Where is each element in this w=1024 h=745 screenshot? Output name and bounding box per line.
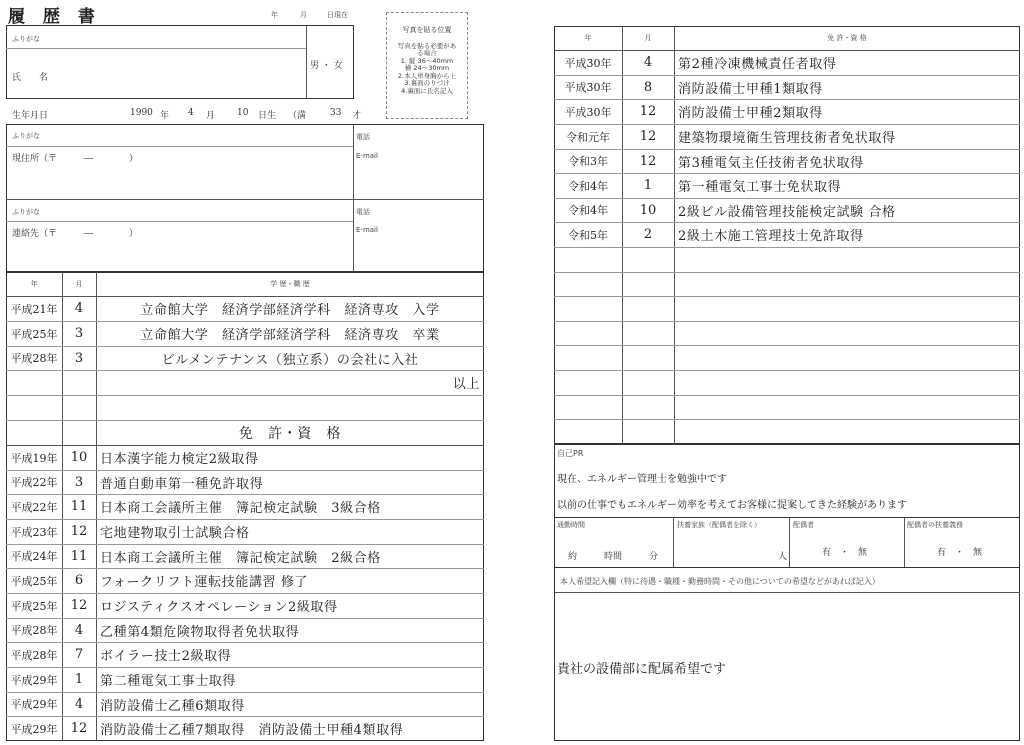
photo-line: 3.裏面のりづけ bbox=[404, 79, 450, 87]
license-month: 12 bbox=[70, 721, 88, 736]
license-year: 平成25年 bbox=[10, 599, 58, 613]
photo-line: 2.本人単身胸から上 bbox=[397, 71, 457, 80]
name-furigana-label: ふりがな bbox=[12, 35, 40, 43]
history-month: 3 bbox=[74, 350, 84, 366]
right-license-month: 12 bbox=[639, 129, 657, 144]
right-license-month: 2 bbox=[643, 227, 653, 242]
license-year: 平成28年 bbox=[10, 648, 58, 662]
address-furigana-label: ふりがな bbox=[12, 132, 40, 140]
gender-select[interactable]: 男 ・ 女 bbox=[310, 61, 343, 71]
license-month: 12 bbox=[70, 524, 88, 539]
right-col-year: 年 bbox=[584, 34, 592, 42]
wish-section bbox=[554, 567, 1020, 741]
history-col-title: 学 歴・職 歴 bbox=[270, 280, 310, 288]
history-month: 4 bbox=[74, 301, 84, 316]
self-pr-label: 自己PR bbox=[557, 449, 584, 458]
right-license-month: 4 bbox=[643, 55, 653, 70]
birthdate-label: 生年月日 bbox=[12, 111, 49, 121]
birth-year[interactable]: 1990 bbox=[130, 108, 153, 118]
history-col-year: 年 bbox=[30, 280, 38, 288]
license-year: 平成24年 bbox=[10, 550, 58, 563]
license-text: ロジスティクスオペレーション2級取得 bbox=[100, 600, 338, 615]
date-as-of-label: 日現在 bbox=[327, 11, 348, 19]
photo-title: 写真を貼る位置 bbox=[402, 26, 452, 34]
history-text: 立命館大学 経済学部経済学科 経済専攻 卒業 bbox=[140, 328, 440, 343]
license-year: 平成19年 bbox=[10, 451, 58, 465]
right-license-text: 消防設備士甲種1類取得 bbox=[678, 81, 823, 97]
photo-placement-box[interactable] bbox=[386, 12, 468, 119]
license-text: 宅地建物取引士試験合格 bbox=[100, 526, 250, 541]
history-text: 立命館大学 経済学部経済学科 経済専攻 入学 bbox=[140, 303, 440, 318]
self-pr-line-1: 現在、エネルギー管理士を勉強中です bbox=[557, 474, 727, 485]
history-year: 平成25年 bbox=[10, 327, 58, 341]
license-text: 第二種電気工事士取得 bbox=[100, 674, 237, 689]
history-year: 平成21年 bbox=[10, 302, 58, 316]
photo-line: 4.裏面に氏名記入 bbox=[401, 86, 453, 95]
right-license-text: 第3種電気主任技術者免状取得 bbox=[678, 155, 864, 171]
birth-month-unit: 月 bbox=[206, 111, 216, 121]
license-month: 7 bbox=[74, 647, 84, 662]
license-month: 11 bbox=[70, 548, 88, 564]
right-license-text: 2級土木施工管理技士免許取得 bbox=[678, 229, 864, 244]
age-value[interactable]: 33 bbox=[330, 108, 342, 118]
history-month: 3 bbox=[74, 326, 84, 341]
contact-phone-label: 電話 bbox=[356, 208, 370, 216]
license-month: 4 bbox=[74, 696, 84, 712]
licenses-title: 免 許・資 格 bbox=[238, 425, 342, 442]
license-month: 6 bbox=[74, 573, 84, 588]
history-text: ビルメンテナンス（独立系）の会社に入社 bbox=[161, 352, 419, 368]
spouse-value[interactable]: 有 ・ 無 bbox=[822, 548, 868, 558]
name-label: 氏 名 bbox=[12, 73, 49, 83]
right-col-month: 月 bbox=[644, 34, 652, 42]
license-month: 1 bbox=[74, 672, 84, 687]
spouse-label: 配偶者 bbox=[793, 521, 814, 529]
license-year: 平成29年 bbox=[10, 722, 58, 736]
right-license-text: 第一種電気工事士免状取得 bbox=[678, 180, 842, 195]
birth-day[interactable]: 10 bbox=[237, 108, 249, 118]
license-text: 消防設備士乙種7類取得 消防設備士甲種4類取得 bbox=[100, 723, 404, 738]
right-license-text: 消防設備士甲種2類取得 bbox=[678, 106, 823, 121]
right-license-month: 8 bbox=[643, 79, 653, 95]
license-month: 12 bbox=[70, 598, 88, 613]
birth-month[interactable]: 4 bbox=[188, 108, 194, 118]
right-license-year: 令和3年 bbox=[568, 155, 608, 168]
license-text: ボイラー技士2級取得 bbox=[100, 649, 232, 664]
wish-text[interactable]: 貴社の設備部に配属希望です bbox=[557, 662, 727, 677]
right-license-year: 平成30年 bbox=[564, 56, 612, 70]
license-text: 乙種第4類危険物取得者免状取得 bbox=[100, 624, 300, 640]
right-col-title: 免 許・資 格 bbox=[827, 34, 867, 42]
right-license-year: 平成30年 bbox=[564, 81, 612, 94]
license-month: 3 bbox=[74, 474, 84, 490]
age-open: （満 bbox=[288, 111, 307, 121]
birth-day-unit: 日生 bbox=[258, 111, 277, 121]
self-pr-line-2: 以前の仕事でもエネルギー効率を考えてお客様に提案してきた経験があります bbox=[557, 500, 907, 511]
right-license-month: 12 bbox=[639, 104, 657, 119]
license-month: 10 bbox=[70, 450, 88, 465]
contact-address-label[interactable]: 連絡先（〒 ― ） bbox=[12, 229, 139, 239]
license-text: 日本漢字能力検定2級取得 bbox=[100, 452, 259, 467]
history-col-month: 月 bbox=[75, 280, 83, 288]
right-license-year: 令和5年 bbox=[568, 228, 608, 242]
date-year-label: 年 bbox=[271, 11, 278, 19]
contact-furigana-label: ふりがな bbox=[12, 208, 40, 216]
wish-label: 本人希望記入欄（特に待遇・職種・勤務時間・その他についての希望などがあれば記入） bbox=[560, 577, 880, 586]
license-text: 消防設備士乙種6類取得 bbox=[100, 698, 245, 714]
date-month-label: 月 bbox=[300, 11, 307, 19]
license-month: 11 bbox=[70, 499, 88, 514]
address-label[interactable]: 現住所（〒 ― ） bbox=[12, 154, 139, 164]
birth-year-unit: 年 bbox=[160, 111, 170, 121]
spouse-support-value[interactable]: 有 ・ 無 bbox=[937, 548, 983, 558]
license-year: 平成22年 bbox=[10, 500, 58, 514]
history-year: 平成28年 bbox=[10, 352, 58, 365]
photo-line: 横 24〜30mm bbox=[404, 64, 450, 72]
license-text: フォークリフト運転技能講習 修了 bbox=[100, 575, 309, 590]
contact-email-label: E-mail bbox=[356, 226, 378, 234]
right-license-month: 12 bbox=[639, 153, 657, 169]
photo-line: 1. 縦 36〜40mm bbox=[400, 56, 454, 65]
dependents-unit[interactable]: 人 bbox=[778, 552, 788, 562]
right-license-year: 令和4年 bbox=[568, 204, 608, 217]
license-year: 平成28年 bbox=[10, 624, 58, 637]
right-license-month: 10 bbox=[639, 202, 657, 218]
email-label: E-mail bbox=[356, 152, 378, 160]
history-end-text: 以上 bbox=[452, 377, 480, 392]
license-month: 4 bbox=[74, 622, 84, 638]
right-license-year: 平成30年 bbox=[564, 105, 612, 119]
spouse-support-label: 配偶者の扶養義務 bbox=[907, 521, 963, 529]
phone-label: 電話 bbox=[356, 133, 370, 141]
license-text: 日本商工会議所主催 簿記検定試験 3級合格 bbox=[100, 501, 381, 516]
right-license-year: 令和元年 bbox=[566, 130, 610, 144]
license-year: 平成29年 bbox=[10, 698, 58, 711]
license-year: 平成25年 bbox=[10, 574, 58, 588]
right-license-month: 1 bbox=[643, 178, 653, 193]
age-unit: 才 bbox=[352, 111, 362, 121]
license-text: 普通自動車第一種免許取得 bbox=[100, 476, 264, 492]
resume-title: 履 歴 書 bbox=[8, 7, 101, 27]
right-license-text: 第2種冷凍機械責任者取得 bbox=[678, 57, 837, 72]
dependents-label: 扶養家族（配偶者を除く） bbox=[677, 521, 761, 529]
right-license-text: 建築物環境衛生管理技術者免状取得 bbox=[678, 131, 896, 146]
license-year: 平成22年 bbox=[10, 476, 58, 489]
commute-label: 通勤時間 bbox=[557, 521, 585, 529]
license-text: 日本商工会議所主催 簿記検定試験 2級合格 bbox=[100, 550, 381, 566]
right-license-year: 令和4年 bbox=[568, 179, 608, 193]
photo-line: 写真を貼る必要があ bbox=[397, 41, 457, 50]
license-year: 平成29年 bbox=[10, 673, 58, 687]
license-year: 平成23年 bbox=[10, 525, 58, 539]
photo-line: る場合 bbox=[417, 49, 437, 57]
name-block bbox=[6, 25, 354, 99]
right-license-text: 2級ビル設備管理技能検定試験 合格 bbox=[678, 204, 896, 220]
commute-value[interactable]: 約 時間 分 bbox=[568, 552, 659, 562]
